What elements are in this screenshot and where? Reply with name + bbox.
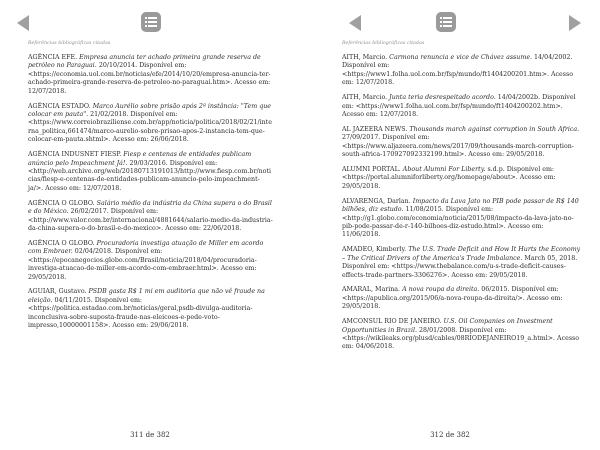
reference-details: 14/04/2002. Disponível em: <https://www1.folha.uol.com.br/fsp/mundo/ft1404200201.htm>. Acesso em: 12/07/2018. — [342, 54, 574, 87]
reference-author: ALVARENGA, Darlan. — [342, 197, 413, 205]
reference-details: 28/01/2008. Disponível em: <https://wikileaks.org/plusd/cables/08RIODEJANEIRO19_a.html>. Acesso em: 04/06/2018. — [342, 326, 580, 351]
reference-author: AITH, Marcio. — [342, 54, 390, 61]
reference-details: s.d.p. Disponível em: <https://portal.alumniforliberty.org/homepage/about>. Acesso em: 29/05/2018. — [342, 165, 556, 190]
reference-author: AMCONSUL RIO DE JANEIRO. — [342, 318, 444, 326]
reference-author: AITH, Marcio. — [342, 94, 390, 102]
reference-details: 20/10/2014. Disponível em: <https://economia.uol.com.br/noticias/efe/2014/10/20/empresa-anuncia-ter-achado-primeira-grande-reserva-de-petroleo-no-paraguai.htm>. Acesso em: 12/07/2018. — [28, 62, 271, 95]
reference-author: AGUIAR, Gustavo. — [28, 288, 89, 296]
reference-entry — [28, 240, 273, 282]
reference-title: U.S. Oil Companies on Investment Opportunities in Brazil. — [342, 318, 553, 334]
chevron-right-icon — [568, 14, 582, 32]
reference-entry — [28, 103, 273, 145]
reference-details: 29/03/2016. Disponível em: <http://web.archive.org/web/20180713191013/http://www.fiesp.com.br/noticias/fiesp-e-centenas-de-entidades-publicam-anuncio-pelo-impeachment-ja/>. Acesso em: 12/07/2018. — [28, 159, 271, 192]
reference-title: Thousands march against corruption in South Africa. — [409, 125, 580, 133]
reference-title: Carmona renuncia e vice de Chávez assume. — [389, 54, 533, 61]
list-icon — [145, 17, 157, 27]
reference-details: 27/09/2017. Disponível em: <https://www.aljazeera.com/news/2017/09/thousands-march-corruption-south-africa-170927092332199.html>. Acesso em: 29/05/2018. — [342, 134, 574, 159]
reference-entry — [342, 166, 582, 191]
running-header: Referências bibliográficas citadas — [28, 41, 111, 46]
reference-details: 14/04/2002b. Disponível em: <https://www1.folha.uol.com.br/fsp/mundo/ft1404200202.htm>. Acesso em: 12/07/2018. — [342, 94, 576, 119]
reference-details: 21/02/2018. Disponível em: <https://www.correiobraziliense.com.br/app/noticia/politica/2018/02/21/interna_politica,661474/marco-aurelio-sobre-prisao-apos-2-instancia-tem-que-colocar-em-pauta.shtml>. Acesso em: 26/06/2018. — [28, 111, 272, 144]
reference-title: The U.S. Trade Deficit and How It Hurts the Economy – The Critical Drivers of the America's Trade Imbalance. — [342, 246, 581, 262]
reference-details: 06/2015. Disponível em: <https://apublica.org/2015/06/a-nova-roupa-da-direita/>. Acesso em: 29/05/2018. — [342, 286, 563, 311]
page-number: 311 de 382 — [130, 431, 170, 439]
reference-entry — [342, 198, 582, 240]
page-number: 312 de 382 — [430, 431, 470, 439]
reference-entry — [342, 286, 582, 311]
reference-title: Salário médio da indústria da China supera o do Brasil e do México. — [28, 199, 272, 216]
previous-page-button[interactable] — [344, 12, 366, 34]
reference-title: Procuradoria investiga atuação de Miller em acordo com Embraer. — [28, 239, 264, 256]
reference-details: 02/04/2018. Disponível em: <https://epocanegocios.globo.com/Brasil/noticia/2018/04/procuradoria-investiga-atuacao-de-miller-em-acordo-com-embraer.html>. Acesso em: 29/05/2018. — [28, 248, 257, 281]
chevron-left-icon — [16, 14, 30, 32]
next-page-button[interactable] — [564, 12, 586, 34]
reference-title: Marco Aurélio sobre prisão após 2ª instância: "Tem que colocar em pauta". — [28, 102, 272, 119]
reference-title: About Alumni For Liberty. — [402, 165, 486, 173]
right-page — [300, 0, 600, 450]
left-toolbar — [0, 12, 300, 34]
reference-author: AL JAZEERA NEWS. — [342, 125, 410, 133]
reference-author: AGÊNCIA O GLOBO. — [28, 199, 97, 207]
reference-author: AMADEO, Kimberly. — [342, 246, 409, 254]
reference-details: March 05, 2018. Disponível em: <https://www.thebalance.com/u-s-trade-deficit-causes-effects-trade-partners-3306276>. Acesso em: 29/05/2018. — [342, 254, 578, 279]
reference-author: AGÊNCIA ESTADO. — [28, 102, 93, 110]
reference-details: 11/08/2015. Disponível em: <http://g1.globo.com/economia/noticia/2015/08/impacto-da-lava-jato-no-pib-pode-passar-de-r-140-bilhoes-diz-estudo.html>. Acesso em: 11/06/2018. — [342, 206, 574, 239]
previous-page-button[interactable] — [12, 12, 34, 34]
list-icon — [440, 17, 452, 27]
reference-entry — [342, 318, 582, 352]
reference-title: Empresa anuncia ter achado primeira grande reserva de petróleo no Paraguai. — [28, 54, 261, 70]
reference-list — [342, 54, 582, 358]
running-header: Referências bibliográficas citadas — [342, 41, 425, 46]
reference-title: PSDB gasta R$ 1 mi em auditoria que não vê fraude na eleição. — [28, 288, 265, 304]
reference-author: ALUMNI PORTAL. — [342, 165, 403, 173]
reference-entry — [342, 94, 582, 119]
reference-entry — [28, 288, 273, 330]
reference-list — [28, 54, 273, 337]
reference-entry — [28, 151, 273, 193]
reference-entry — [342, 126, 582, 160]
reference-entry — [28, 200, 273, 234]
reference-author: AGÊNCIA EFE. — [28, 54, 80, 61]
reference-author: AGÊNCIA INDUSNET FIESP. — [28, 151, 124, 159]
reference-entry — [342, 54, 582, 88]
reference-entry — [342, 246, 582, 280]
reference-title: Impacto da Lava Jato no PIB pode passar de R$ 140 bilhões, diz estudo. — [342, 197, 579, 214]
reference-details: 04/11/2015. Disponível em: <https://politica.estadao.com.br/noticias/geral,psdb-divulga-auditoria-inconclusiva-sobre-suposta-fraude-nas-eleicoes-e-pede-voto-impresso,10000001158>. Acesso em: 29/06/2018. — [28, 296, 253, 330]
chevron-left-icon — [348, 14, 362, 32]
reference-details: 26/02/2017. Disponível em: <http://www.valor.com.br/internacional/4881644/salario-medio-da-industria-da-china-supera-o-do-brasil-e-do-mexico>. Acesso em: 22/06/2018. — [28, 208, 273, 233]
reference-author: AMARAL, Marina. — [342, 286, 403, 294]
right-toolbar — [300, 12, 600, 34]
reference-entry — [28, 54, 273, 96]
menu-button[interactable] — [141, 12, 161, 32]
menu-button[interactable] — [436, 12, 456, 32]
reference-title: A nova roupa da direita. — [402, 286, 480, 294]
reference-author: AGÊNCIA O GLOBO. — [28, 239, 97, 247]
reference-title: Fiesp e centenas de entidades publicam anúncio pelo Impeachment Já!. — [28, 151, 252, 167]
reference-title: Junta teria desrespeitado acordo. — [389, 94, 496, 102]
